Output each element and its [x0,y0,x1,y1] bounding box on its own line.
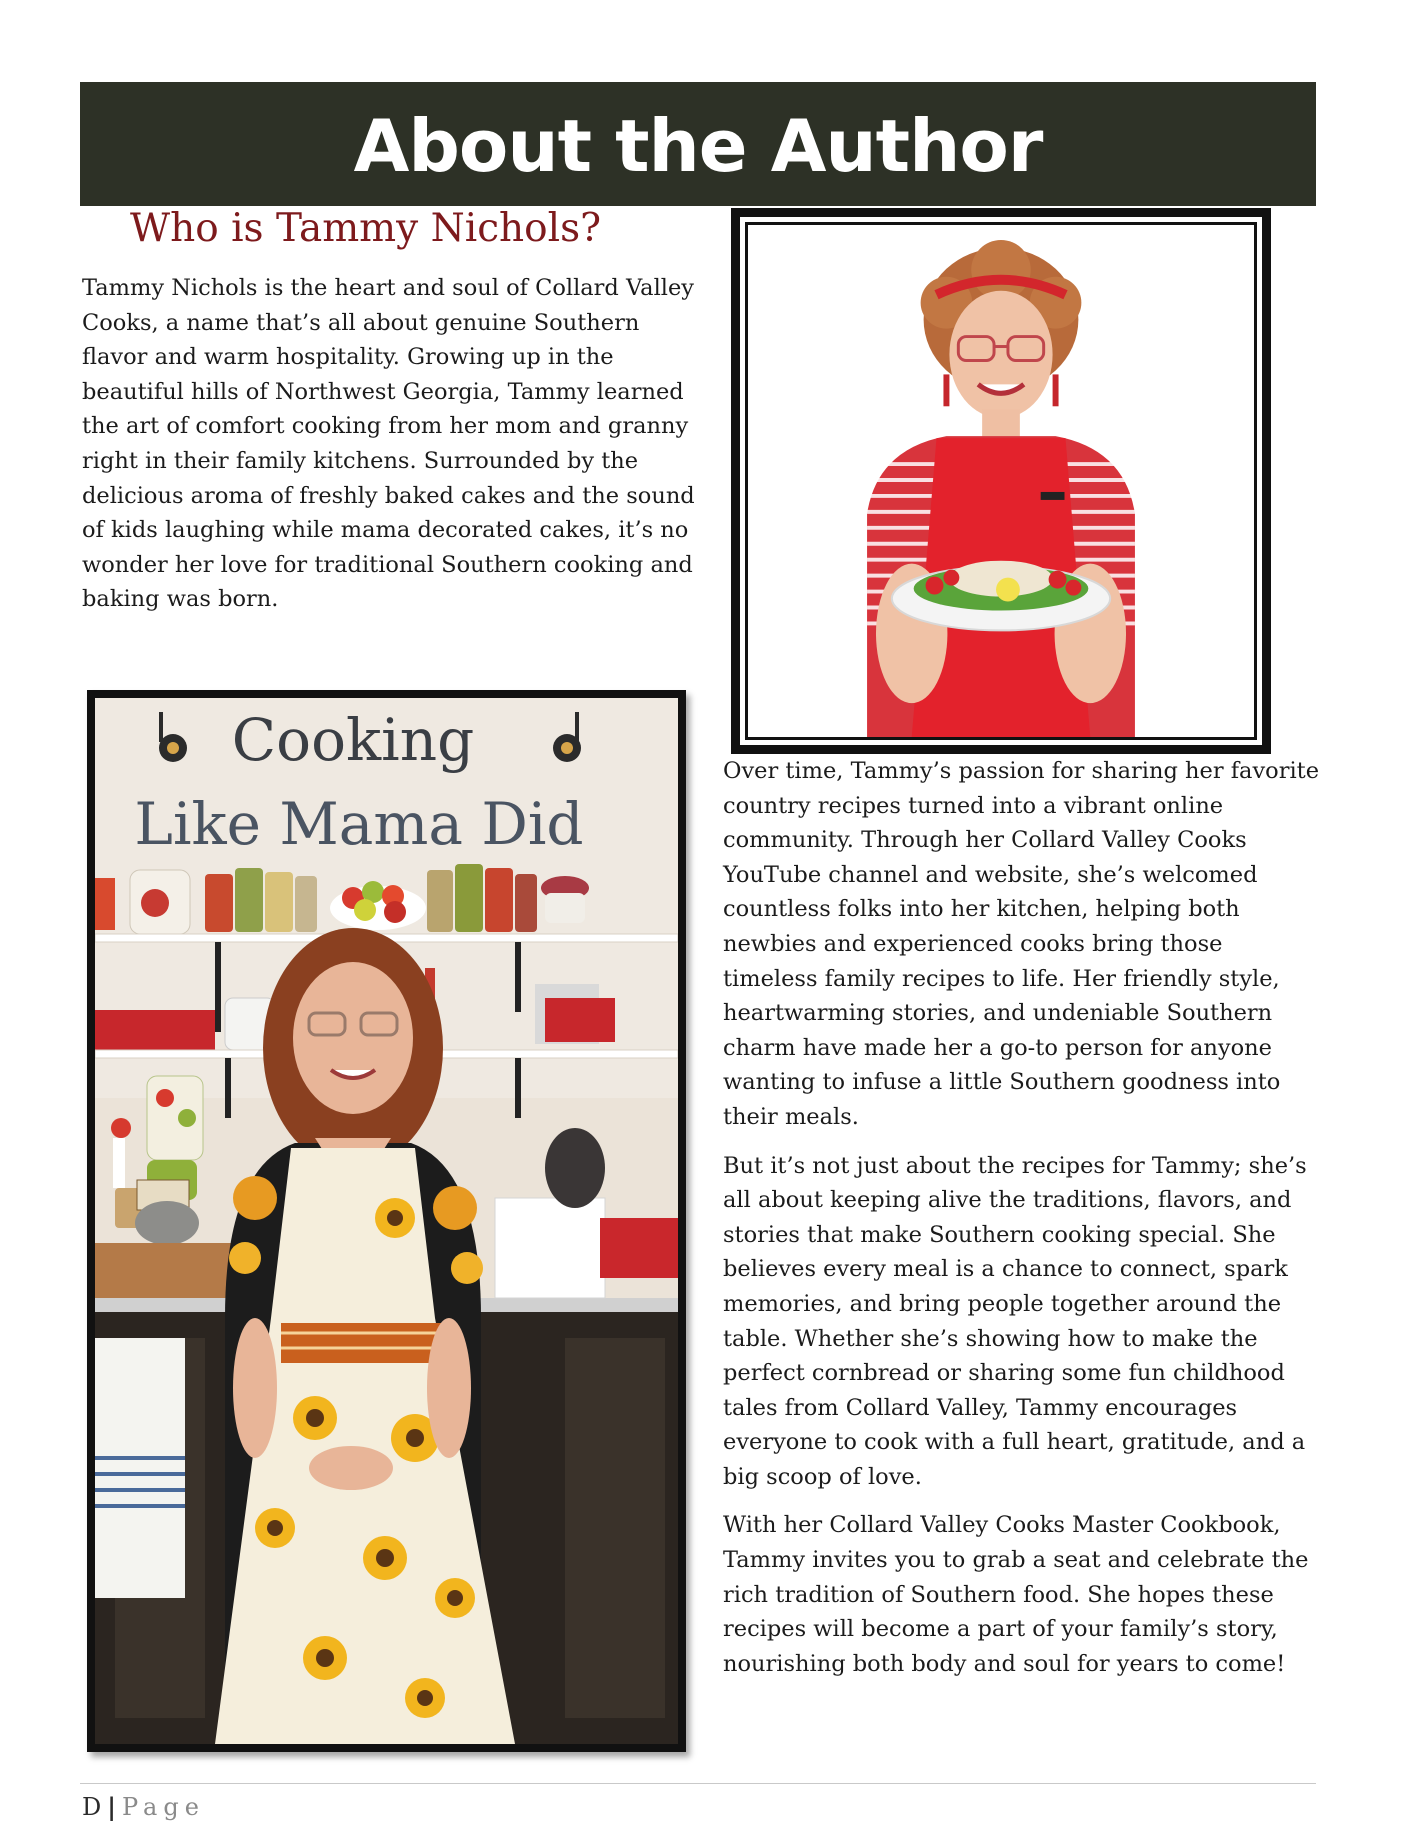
body-paragraph: But it’s not just about the recipes for Tammy; she’s all about keeping alive the traditions, flavors, and stories that make Southern cooking special. She believes every meal is a chance to connect, spark memories, and bring people together around the table. Whether she’s showing how to make the perfect cornbread or sharing some fun childhood tales from Collard Valley, Tammy encourages everyone to cook with a full heart, gratitude, and a big scoop of love. [723,1152,1307,1490]
page-number: D [82,1793,102,1821]
section-subtitle: Who is Tammy Nichols? [130,206,602,251]
sign-line-1: Cooking [231,706,475,774]
body-text [723,754,1323,1695]
body-paragraph: With her Collard Valley Cooks Master Cookbook, Tammy invites you to grab a seat and celebrate the rich tradition of Southern food. She hopes these recipes will become a part of your family’s story, nourishing both body and soul for years to come! [723,1512,1309,1677]
kitchen-photo [95,698,678,1744]
footer-separator: | [107,1792,116,1821]
body-paragraph: Over time, Tammy’s passion for sharing her favorite country recipes turned into a vibrant online community. Through her Collard Valley Cooks YouTube channel and website, she’s welcomed countless folks into her kitchen, helping both newbies and experienced cooks bring those timeless family recipes to life. Her friendly style, heartwarming stories, and undeniable Southern charm have made her a go-to person for anyone wanting to infuse a little Southern goodness into their meals. [723,758,1320,1130]
kitchen-photo-frame [87,690,686,1752]
intro-paragraph: Tammy Nichols is the heart and soul of Collard Valley Cooks, a name that’s all about genuine Southern flavor and warm hospitality. Growing up in the beautiful hills of Northwest Georgia, Tammy learned the art of comfort cooking from her mom and granny right in their family kitchens. Surrounded by the delicious aroma of freshly baked cakes and the sound of kids laughing while mama decorated cakes, it’s no wonder her love for traditional Southern cooking and baking was born. [82,275,695,613]
header-band [80,82,1316,206]
page-footer [82,1792,205,1821]
sign-line-2: Like Mama Did [134,790,584,858]
page-label: Page [121,1793,205,1821]
footer-divider [80,1783,1316,1784]
author-portrait-frame [731,208,1271,754]
author-portrait-photo [745,222,1257,740]
page-title: About the Author [353,104,1043,188]
